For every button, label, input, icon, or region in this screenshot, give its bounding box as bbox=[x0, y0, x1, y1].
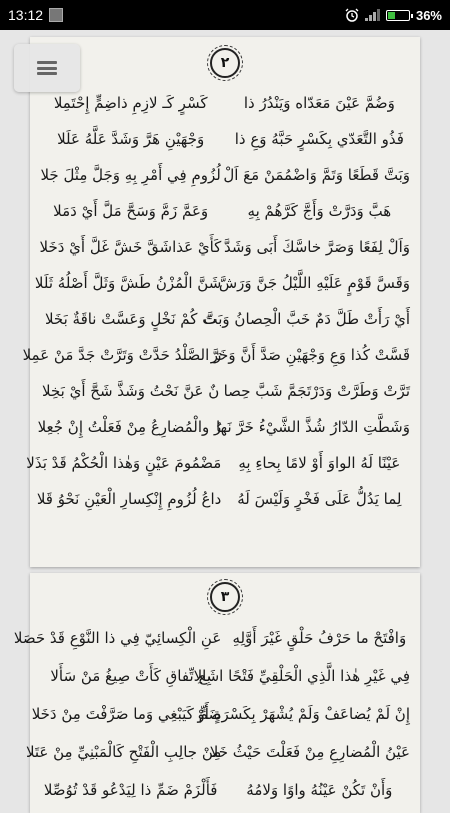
verse-left-hemistich: كَسْرٍ كَـ لازِمِ ذاضِمٍّ إِحْتَمِلا bbox=[53, 94, 208, 112]
verse-left-hemistich: كَأَيْ عَذاشَقَّ خَشَّ غَلَّ أَيْ دَخَلا bbox=[39, 238, 222, 256]
verse-left-hemistich: ضَمٍّ كَيَبْغِي وَما صَرَّفْتَ مِنْ دَخَلا bbox=[31, 705, 222, 723]
signal-icon bbox=[365, 9, 380, 21]
verse-right-hemistich: عَيْنُ الْمُضارِعِ مِنْ فَعَلْتَ حَيْثُ خَلا bbox=[209, 743, 410, 761]
verse-line bbox=[31, 695, 410, 733]
verse-right-hemistich: فَذُو التَّعَدّي بِكَسْرٍ حَبَّهُ وَعِ ذا bbox=[234, 130, 404, 148]
verse-left-hemistich: وَعَمَّ زَمَّ وَسَحَّ مَلَّ أَيْ دَمَلا bbox=[53, 202, 209, 220]
verse-right-hemistich: وَضُمَّ عَيْنَ مَعَدّاه وَيَنْدُرُ ذا bbox=[243, 94, 395, 112]
verse-list bbox=[13, 619, 410, 809]
document-page-1[interactable] bbox=[22, 37, 420, 567]
verse-line bbox=[40, 657, 410, 695]
verse-line bbox=[25, 733, 410, 771]
verse-right-hemistich: وَاَلْ لِفَعًا وَصَرَّ خاسَّكَ أَبَى وَشَدَّ bbox=[224, 238, 410, 256]
verse-line bbox=[40, 771, 410, 809]
verse-line bbox=[37, 409, 410, 445]
verse-right-hemistich: لِما يَدُلُّ عَلَى فَخْرٍ وَلَيْسَ لَهُ bbox=[237, 490, 402, 508]
verse-right-hemistich: أَيْ رَأَتْ طَلَّ دَمٌ خَبَّ الْحِصانُ وَبَتَّ bbox=[203, 310, 410, 328]
verse-line bbox=[40, 301, 410, 337]
verse-left-hemistich: عَنِ الْكِسائِيّ فِي ذا النَّوْعِ قَدْ حَصَلا bbox=[13, 629, 222, 647]
verse-line bbox=[26, 445, 410, 481]
verse-left-hemistich: مَضْمُومَ عَيْنٍ وَهٰذا الْحُكْمُ قَدْ بَذَلا bbox=[26, 454, 222, 472]
verse-line bbox=[34, 265, 410, 301]
verse-right-hemistich: وَشَطَّتِ الدّارُ شُذَّ الشَّيْءُ خَرَّ نَها bbox=[215, 418, 410, 436]
verse-line bbox=[22, 337, 410, 373]
verse-line bbox=[36, 481, 410, 517]
verse-line bbox=[40, 373, 410, 409]
verse-right-hemistich: تَرَّتْ وَطَرَّتْ وَدَرْتَجَمَّ شَبَّ حِصا bbox=[223, 382, 410, 400]
verse-line bbox=[40, 121, 410, 157]
verse-right-hemistich: وَبَتَّ قَطَعًا وَتَمَّ وَاضْمُمَنْ مَعَ اَلْ bbox=[223, 166, 410, 184]
hamburger-menu-icon bbox=[37, 61, 57, 75]
verse-left-hemistich: بِالِاتِّفاقِ كَأَتْ صِيغُ مَنْ سَأَلا bbox=[50, 667, 211, 685]
verse-left-hemistich: رُ والْمُضارِعُ مِنْ فَعَلْتُ إِنْ جُعِلا bbox=[37, 418, 222, 436]
verse-line bbox=[40, 193, 410, 229]
verse-line bbox=[13, 619, 410, 657]
verse-left-hemistich: فَأَلْزَمْ ضَمِّ ذا لِيَدْعُو قَدْ تُوُصِّلا bbox=[43, 781, 218, 799]
verse-left-hemistich: رَ الصَّلْدُ حَدَّتْ وَتَرَّتْ جَدَّ مَنْ عَمِلا bbox=[22, 346, 222, 364]
battery-icon bbox=[386, 10, 410, 21]
verse-right-hemistich: فِي غَيْرِ هٰذا الَّذِي الْحَلْقِيِّ فَتْحًا اشَع bbox=[198, 667, 410, 685]
battery-percent: 36% bbox=[415, 7, 442, 23]
verse-left-hemistich: داعُ لُزُومِ إِنْكِسارِ الْعَيْنِ نَحْوُ قَلا bbox=[36, 490, 222, 508]
verse-line bbox=[40, 85, 410, 121]
verse-line bbox=[40, 157, 410, 193]
verse-right-hemistich: وَقَسَّ قَوْمٍ عَلَيْهِ اللَّيْلُ جَنَّ وَرَشَّ bbox=[218, 274, 410, 292]
verse-left-hemistich: شَنَّ الْمُزْنُ طَشَّ وَثَلَّ أَصْلُهُ ثَلَلا bbox=[34, 274, 222, 292]
verse-left-hemistich: تَ كُمْ نَخْلٍ وَعَسَّتْ ناقَةٌ بَخَلا bbox=[44, 310, 217, 328]
verse-list bbox=[22, 85, 410, 517]
menu-button[interactable] bbox=[14, 44, 80, 92]
alarm-icon bbox=[345, 8, 359, 22]
status-bar bbox=[0, 0, 450, 30]
verse-right-hemistich: وَأَنْ تَكُنْ عَيْنُهُ واوًا وَلامُهُ bbox=[246, 781, 393, 799]
verse-left-hemistich: مِنْ جالِبِ الْفَتْحِ كَالْمَبْنِيِّ مِنْ عَتَلا bbox=[25, 743, 222, 761]
verse-left-hemistich: وَجْهَيْنِ هَرَّ وَشَدَّ عَلَّهُ عَلَلا bbox=[57, 130, 205, 148]
verse-right-hemistich: قَسَّتْ كُذا وَعِ وَجْهَيْنِ صَدَّ أَنَّ وَخَرَّ bbox=[210, 346, 410, 364]
verse-right-hemistich: هَبَّ وَدَرَّتْ وَأَجَّ كَرَّهُمْ بِهِ bbox=[247, 202, 392, 220]
verse-right-hemistich: عَيْنًا لَهُ الواوَ أَوْ لامًا بِحاءِ بِهِ bbox=[238, 454, 401, 472]
verse-right-hemistich: إِنْ لَمْ يُضاعَفْ وَلَمْ يُشْهَرْ بِكَسْرَةٍ أَوْ bbox=[197, 705, 410, 723]
page-number-badge: ٢ bbox=[210, 48, 240, 78]
page-number-badge: ٣ bbox=[210, 582, 240, 612]
verse-right-hemistich: وَافْتَحْ ما حَرْفُ حَلْقٍ غَيْرَ أَوَّلِهِ bbox=[232, 629, 407, 647]
clock: 13:12 bbox=[8, 7, 44, 23]
image-thumbnail-icon bbox=[49, 8, 63, 22]
verse-left-hemistich: لُزُومِ فِي أَمْرِ بِهِ وَجَلَّ مِثْلَ جَلا bbox=[40, 166, 221, 184]
document-page-2[interactable] bbox=[13, 573, 420, 813]
verse-left-hemistich: نٌ عَنَّ نَحْتُ وَشَذَّ شَحَّ أَيْ بَخِلا bbox=[42, 382, 220, 400]
verse-line bbox=[40, 229, 410, 265]
